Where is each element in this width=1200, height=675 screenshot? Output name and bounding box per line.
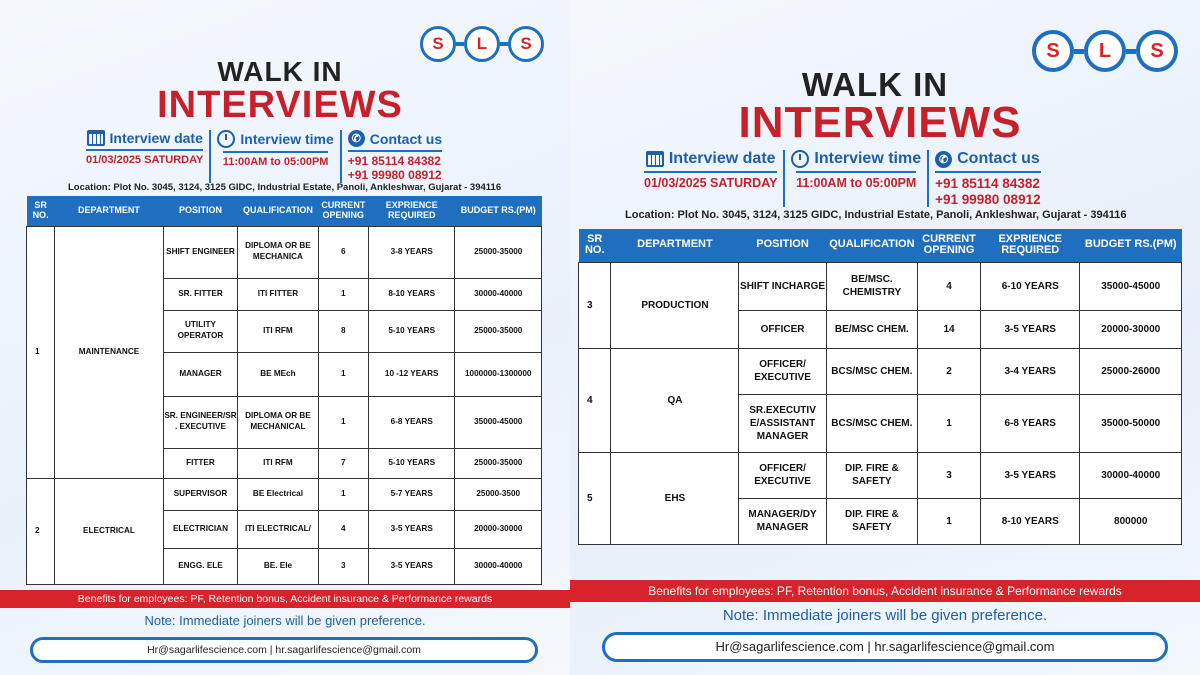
phone-number[interactable]: +91 99980 08912 [935, 191, 1041, 207]
experience-cell: 6-8 YEARS [368, 396, 455, 448]
experience-cell: 10 -12 YEARS [368, 352, 455, 396]
experience-cell: 3-5 YEARS [980, 310, 1079, 348]
qualification-cell: ITI FITTER [238, 278, 318, 310]
table-header-row [27, 196, 542, 226]
qualification-cell: ITI RFM [238, 448, 318, 478]
department-cell: MAINTENANCE [55, 226, 164, 478]
joiners-note: Note: Immediate joiners will be given preference. [144, 613, 426, 628]
table-row [579, 348, 1182, 394]
contact-block [340, 130, 448, 183]
qualification-cell: BE/MSC. CHEMISTRY [826, 262, 917, 310]
experience-cell: 6-10 YEARS [980, 262, 1079, 310]
budget-cell: 20000-30000 [455, 510, 542, 548]
contact-block [927, 150, 1046, 207]
title-walk-in: WALK IN [801, 66, 949, 103]
sr-no-cell: 5 [579, 452, 611, 544]
experience-cell: 8-10 YEARS [368, 278, 455, 310]
experience-cell: 5-10 YEARS [368, 448, 455, 478]
sls-logo [420, 26, 544, 62]
opening-cell: 1 [318, 278, 368, 310]
logo-letter: S [1136, 30, 1178, 72]
position-cell: MANAGER [163, 352, 237, 396]
interview-time-label: Interview time [814, 150, 922, 167]
interview-date: 01/03/2025 SATURDAY [644, 171, 777, 190]
budget-cell: 25000-26000 [1080, 348, 1182, 394]
header-qualification: QUALIFICATION [238, 196, 318, 226]
opening-cell: 2 [918, 348, 981, 394]
opening-cell: 1 [318, 352, 368, 396]
sr-no-cell: 4 [579, 348, 611, 452]
table-body [579, 262, 1182, 544]
logo-letter: S [420, 26, 456, 62]
table-row [579, 262, 1182, 310]
qualification-cell: DIPLOMA OR BE MECHANICAL [238, 396, 318, 448]
header-sr-no: SR NO. [27, 196, 55, 226]
calendar-icon [87, 130, 105, 146]
sls-logo [1032, 30, 1178, 72]
position-cell: SR. ENGINEER/SR . EXECUTIVE [163, 396, 237, 448]
experience-cell: 3-4 YEARS [980, 348, 1079, 394]
table-header-row [579, 229, 1182, 262]
table-row [27, 226, 542, 278]
logo-letter: L [464, 26, 500, 62]
budget-cell: 25000-3500 [455, 478, 542, 510]
budget-cell: 30000-40000 [455, 278, 542, 310]
interview-date-label: Interview date [668, 150, 776, 167]
qualification-cell: BE/MSC CHEM. [826, 310, 917, 348]
sr-no-cell: 2 [27, 478, 55, 584]
experience-cell: 5-7 YEARS [368, 478, 455, 510]
position-cell: SR. FITTER [163, 278, 237, 310]
sr-no-cell: 1 [27, 226, 55, 478]
opening-cell: 1 [318, 478, 368, 510]
experience-cell: 3-5 YEARS [368, 548, 455, 584]
qualification-cell: ITI ELECTRICAL/ [238, 510, 318, 548]
phone-number[interactable]: +91 85114 84382 [347, 154, 441, 168]
opening-cell: 4 [918, 262, 981, 310]
budget-cell: 30000-40000 [1080, 452, 1182, 498]
table-row [27, 478, 542, 510]
budget-cell: 800000 [1080, 498, 1182, 544]
budget-cell: 35000-45000 [1080, 262, 1182, 310]
benefits-banner: Benefits for employees: PF, Retention bonus, Accident insurance & Performance rewards [0, 590, 570, 608]
qualification-cell: ITI RFM [238, 310, 318, 352]
location-address: Location: Plot No. 3045, 3124, 3125 GIDC, Industrial Estate, Panoli, Ankleshwar, Gujarat - 394116 [68, 182, 502, 193]
interview-date-label: Interview date [109, 130, 203, 146]
logo-letter: L [1084, 30, 1126, 72]
interview-time-block [209, 130, 339, 183]
position-cell: SHIFT INCHARGE [739, 262, 826, 310]
title-walk-in: WALK IN [217, 56, 343, 87]
table-body [27, 226, 542, 584]
header-experience: EXPRIENCE REQUIRED [980, 229, 1079, 262]
phone-icon: ✆ [935, 151, 952, 168]
qualification-cell: BCS/MSC CHEM. [826, 348, 917, 394]
header-budget: BUDGET RS.(PM) [455, 196, 542, 226]
opening-cell: 1 [318, 396, 368, 448]
position-cell: MANAGER/DY MANAGER [739, 498, 826, 544]
header-qualification: QUALIFICATION [826, 229, 917, 262]
openings-table [26, 196, 542, 585]
header-opening: CURRENT OPENING [318, 196, 368, 226]
interview-date: 01/03/2025 SATURDAY [86, 149, 203, 166]
experience-cell: 6-8 YEARS [980, 394, 1079, 452]
experience-cell: 8-10 YEARS [980, 498, 1079, 544]
budget-cell: 35000-45000 [455, 396, 542, 448]
logo-connector [1074, 49, 1084, 54]
sr-no-cell: 3 [579, 262, 611, 348]
qualification-cell: DIP. FIRE & SAFETY [826, 452, 917, 498]
qualification-cell: BCS/MSC CHEM. [826, 394, 917, 452]
interview-time: 11:00AM to 05:00PM [223, 151, 329, 168]
contact-label: Contact us [957, 150, 1040, 167]
logo-connector [456, 42, 464, 46]
header-department: DEPARTMENT [611, 229, 739, 262]
qualification-cell: BE. Ele [238, 548, 318, 584]
poster-left [0, 0, 570, 675]
interview-time-label: Interview time [240, 131, 334, 147]
header-experience: EXPRIENCE REQUIRED [368, 196, 455, 226]
logo-connector [1126, 49, 1136, 54]
opening-cell: 1 [918, 394, 981, 452]
header-budget: BUDGET RS.(PM) [1080, 229, 1182, 262]
position-cell: SUPERVISOR [163, 478, 237, 510]
opening-cell: 1 [918, 498, 981, 544]
position-cell: SHIFT ENGINEER [163, 226, 237, 278]
logo-letter: S [1032, 30, 1074, 72]
department-cell: ELECTRICAL [55, 478, 164, 584]
header-opening: CURRENT OPENING [918, 229, 981, 262]
department-cell: QA [611, 348, 739, 452]
budget-cell: 30000-40000 [455, 548, 542, 584]
experience-cell: 5-10 YEARS [368, 310, 455, 352]
budget-cell: 35000-50000 [1080, 394, 1182, 452]
logo-letter: S [508, 26, 544, 62]
position-cell: OFFICER [739, 310, 826, 348]
email-contacts[interactable]: Hr@sagarlifescience.com | hr.sagarlifescience@gmail.com [602, 632, 1168, 662]
openings-table [578, 229, 1182, 545]
calendar-icon [646, 151, 664, 167]
opening-cell: 4 [318, 510, 368, 548]
header-sr-no: SR NO. [579, 229, 611, 262]
position-cell: OFFICER/ EXECUTIVE [739, 348, 826, 394]
interview-date-block [80, 130, 209, 183]
experience-cell: 3-5 YEARS [980, 452, 1079, 498]
position-cell: OFFICER/ EXECUTIVE [739, 452, 826, 498]
opening-cell: 3 [918, 452, 981, 498]
phone-number[interactable]: +91 99980 08912 [347, 167, 442, 182]
logo-connector [500, 42, 508, 46]
experience-cell: 3-5 YEARS [368, 510, 455, 548]
position-cell: SR.EXECUTIV E/ASSISTANT MANAGER [739, 394, 826, 452]
location-address: Location: Plot No. 3045, 3124, 3125 GIDC, Industrial Estate, Panoli, Ankleshwar, Gujarat - 394116 [625, 209, 1127, 221]
interview-info [80, 130, 448, 183]
budget-cell: 25000-35000 [455, 226, 542, 278]
position-cell: ENGG. ELE [163, 548, 237, 584]
title-interviews: INTERVIEWS [738, 98, 1022, 147]
joiners-note: Note: Immediate joiners will be given preference. [722, 607, 1048, 624]
header-position: POSITION [163, 196, 237, 226]
position-cell: ELECTRICIAN [163, 510, 237, 548]
header-position: POSITION [739, 229, 826, 262]
department-cell: EHS [611, 452, 739, 544]
budget-cell: 25000-35000 [455, 310, 542, 352]
opening-cell: 8 [318, 310, 368, 352]
contact-label: Contact us [369, 130, 443, 147]
budget-cell: 20000-30000 [1080, 310, 1182, 348]
phone-icon: ✆ [348, 130, 365, 147]
position-cell: UTILITY OPERATOR [163, 310, 237, 352]
stopwatch-icon [217, 130, 235, 148]
interview-info [638, 150, 1047, 207]
header-department: DEPARTMENT [55, 196, 164, 226]
interview-date-block [638, 150, 783, 207]
opening-cell: 3 [318, 548, 368, 584]
budget-cell: 1000000-1300000 [455, 352, 542, 396]
interview-time: 11:00AM to 05:00PM [796, 171, 916, 190]
department-cell: PRODUCTION [611, 262, 739, 348]
position-cell: FITTER [163, 448, 237, 478]
title-interviews: INTERVIEWS [157, 84, 403, 126]
qualification-cell: BE Electrical [238, 478, 318, 510]
qualification-cell: DIP. FIRE & SAFETY [826, 498, 917, 544]
phone-number[interactable]: +91 85114 84382 [935, 176, 1040, 191]
opening-cell: 7 [318, 448, 368, 478]
poster-right [570, 0, 1200, 675]
table-row [579, 452, 1182, 498]
qualification-cell: BE MEch [238, 352, 318, 396]
experience-cell: 3-8 YEARS [368, 226, 455, 278]
benefits-banner: Benefits for employees: PF, Retention bonus, Accident insurance & Performance rewards [570, 580, 1200, 602]
interview-time-block [783, 150, 927, 207]
stopwatch-icon [791, 150, 809, 168]
opening-cell: 6 [318, 226, 368, 278]
opening-cell: 14 [918, 310, 981, 348]
qualification-cell: DIPLOMA OR BE MECHANICA [238, 226, 318, 278]
email-contacts[interactable]: Hr@sagarlifescience.com | hr.sagarlifescience@gmail.com [30, 637, 538, 663]
budget-cell: 25000-35000 [455, 448, 542, 478]
